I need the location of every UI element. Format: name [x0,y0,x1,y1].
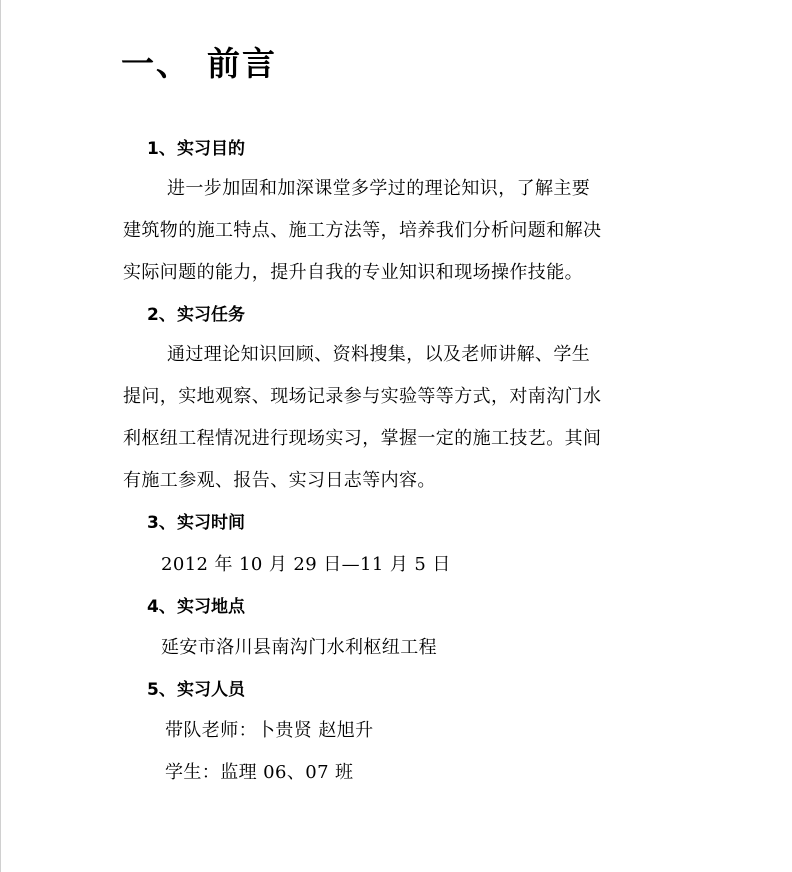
paragraph-line: 提问，实地观察、现场记录参与实验等等方式，对南沟门水 [123,386,602,407]
section-heading-location [147,592,245,617]
section-title: 实习人员 [177,680,245,700]
paragraph-line: 建筑物的施工特点、施工方法等，培养我们分析问题和解决 [123,220,602,241]
section-title: 实习地点 [177,597,245,617]
section-number: 5、 [147,680,176,700]
chapter-number: 一、 [121,44,191,83]
section-number: 2、 [147,305,176,325]
paragraph-line: 实际问题的能力，提升自我的专业知识和现场操作技能。 [123,262,583,283]
section-number: 1、 [147,139,176,159]
paragraph-line: 学生：监理 06、07 班 [165,762,354,783]
paragraph-line: 延安市洛川县南沟门水利枢纽工程 [161,637,437,658]
section-heading-time [147,508,245,533]
paragraph-line: 利枢纽工程情况进行现场实习，掌握一定的施工技艺。其间 [123,428,602,449]
paragraph-line: 进一步加固和加深课堂多学过的理论知识，了解主要 [167,178,591,199]
paragraph-line: 有施工参观、报告、实习日志等内容。 [123,470,436,491]
paragraph-line: 通过理论知识回顾、资料搜集，以及老师讲解、学生 [167,344,591,365]
section-title: 实习时间 [177,513,245,533]
chapter-title: 前言 [207,44,277,83]
section-title: 实习目的 [177,139,245,159]
chapter-heading [121,38,277,85]
section-number: 3、 [147,513,176,533]
section-number: 4、 [147,597,176,617]
section-heading-purpose [147,134,245,159]
section-title: 实习任务 [177,305,245,325]
paragraph-line: 带队老师：卜贵贤 赵旭升 [165,720,374,741]
section-heading-task [147,300,245,325]
section-heading-personnel [147,675,245,700]
paragraph-line: 2012 年 10 月 29 日—11 月 5 日 [161,554,451,575]
